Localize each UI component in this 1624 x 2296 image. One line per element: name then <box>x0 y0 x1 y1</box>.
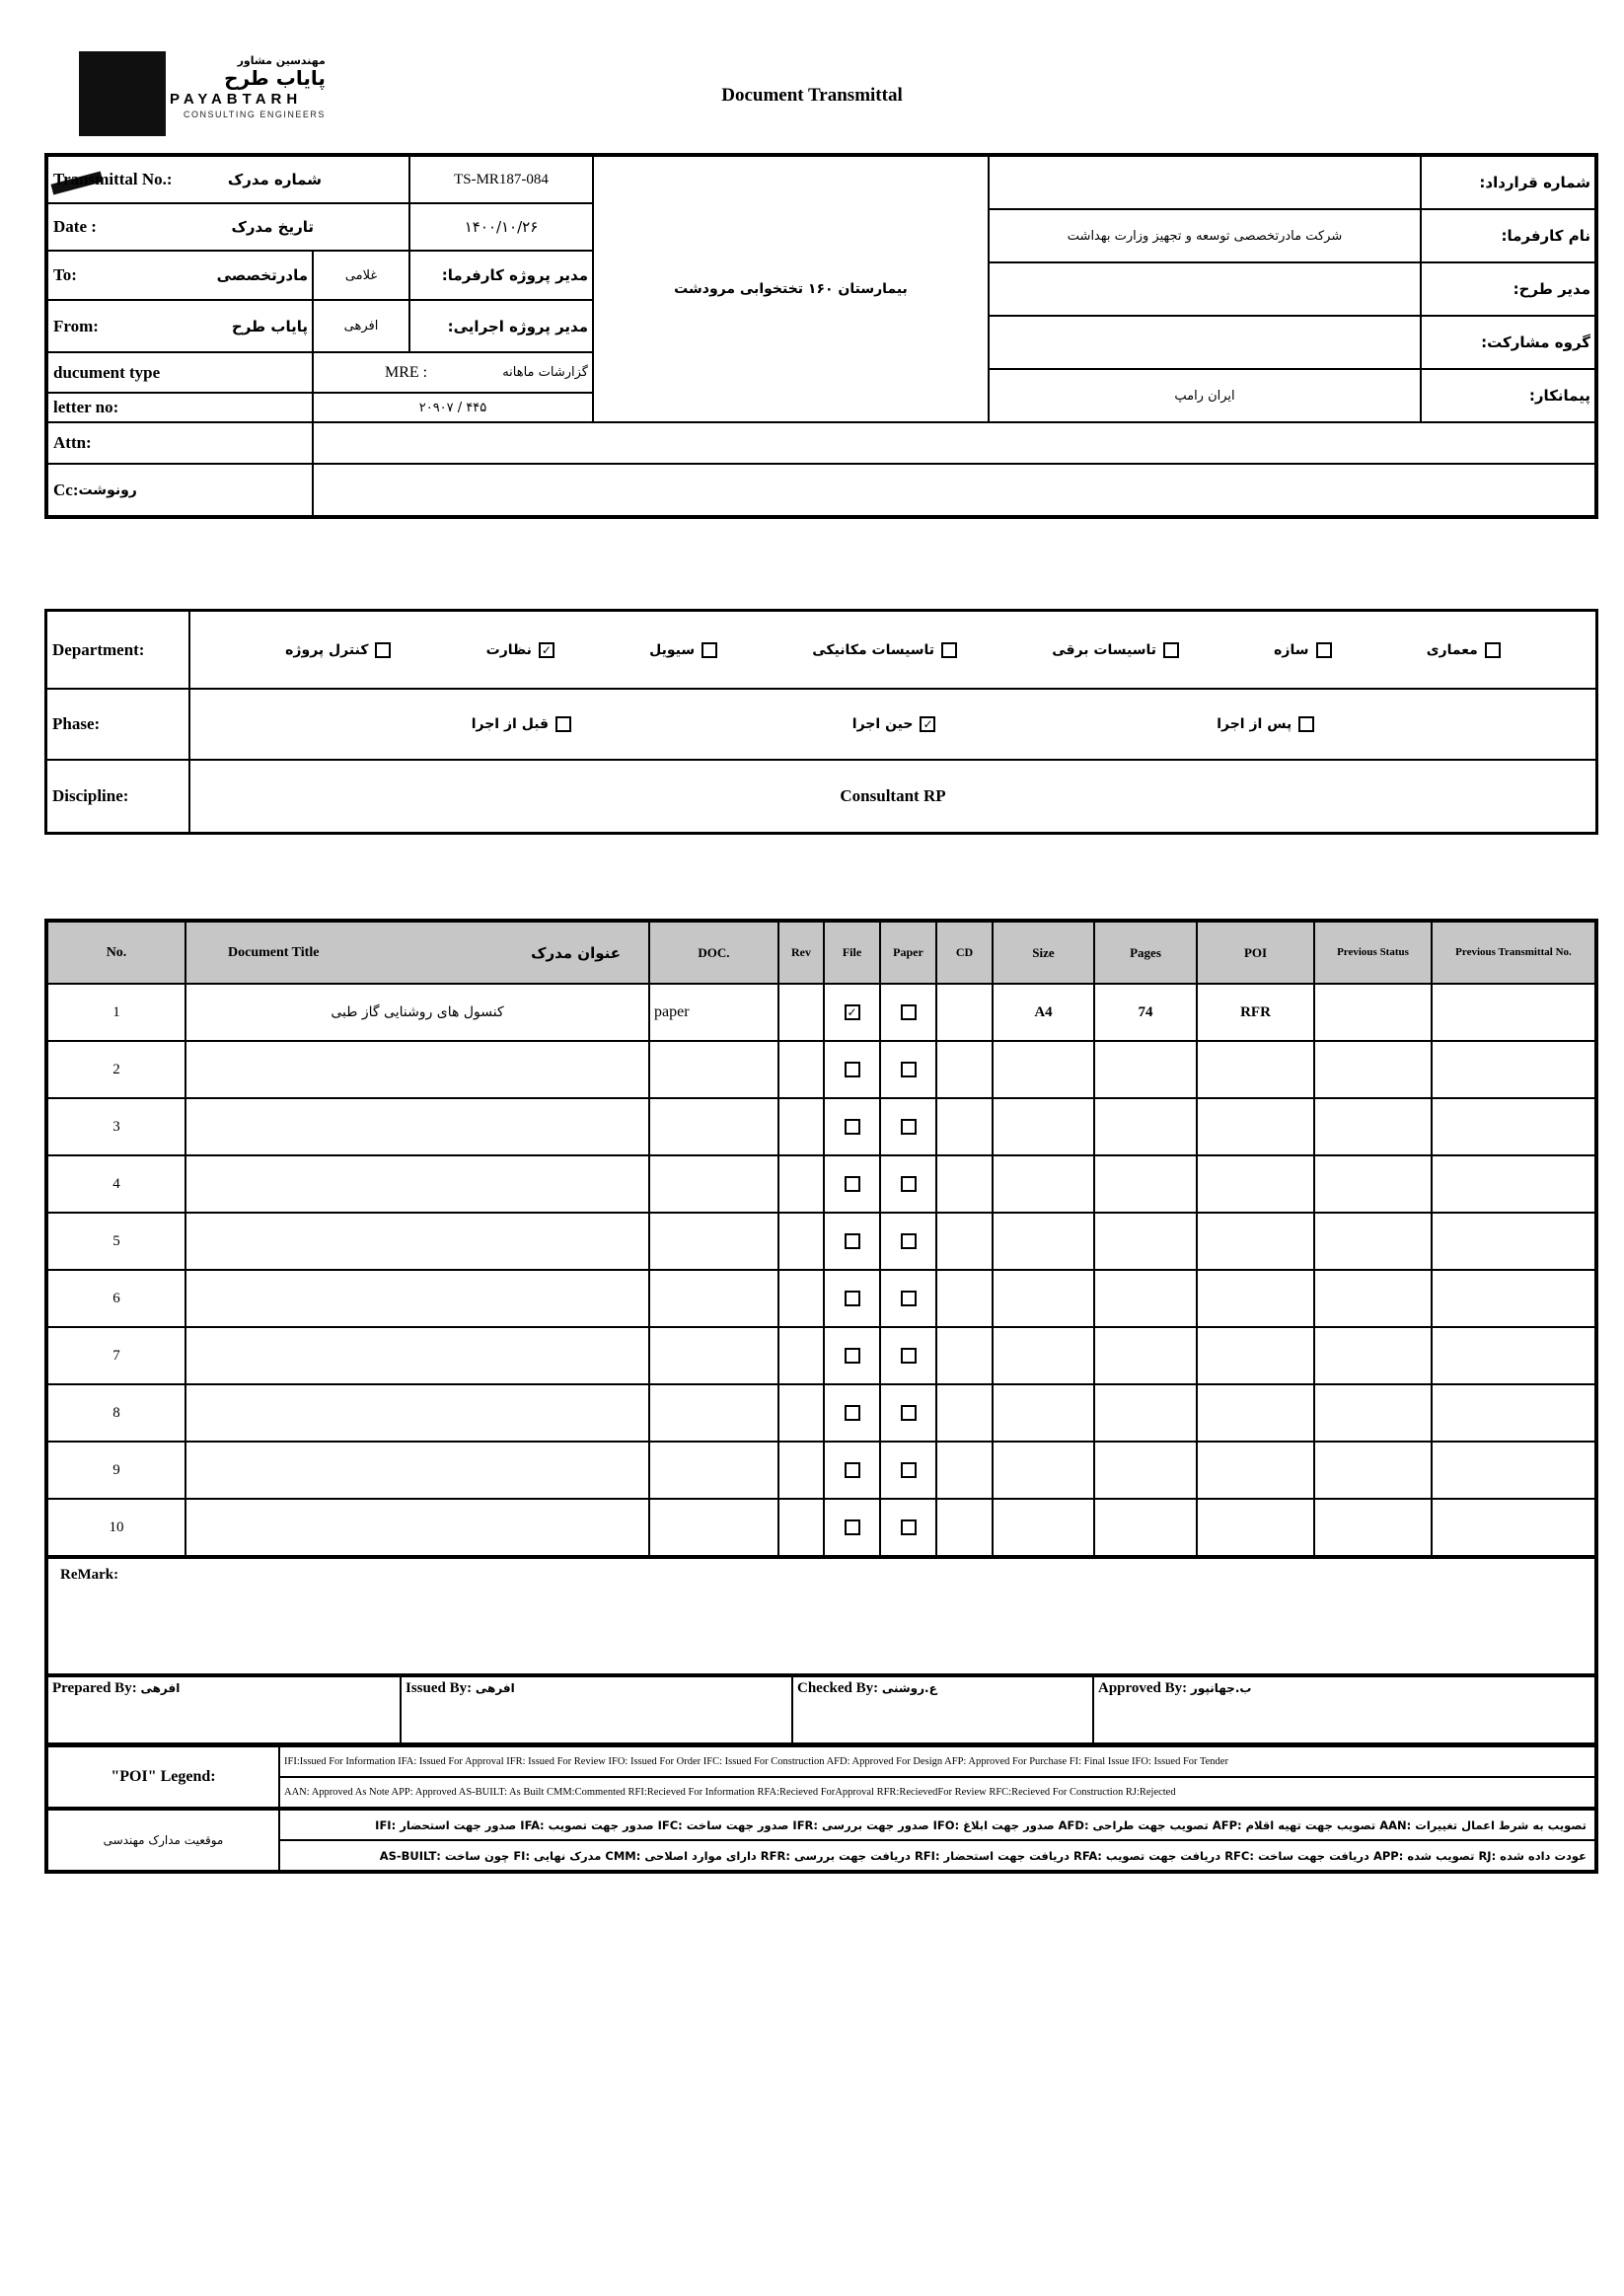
col-header-pages: Pages <box>1094 922 1197 984</box>
discipline-label: Discipline: <box>47 761 190 832</box>
to-label: To: <box>53 265 77 284</box>
letter-no-value: ۴۴۵ / ۲۰۹۰۷ <box>418 400 487 415</box>
file-checkbox[interactable] <box>845 1291 860 1306</box>
row-poi <box>1197 1213 1314 1270</box>
row-rev <box>778 1098 824 1155</box>
row-pages <box>1094 1499 1197 1556</box>
table-row <box>47 1041 1595 1098</box>
row-rev <box>778 1041 824 1098</box>
row-title <box>185 1384 649 1442</box>
file-checkbox[interactable] <box>845 1004 860 1020</box>
transmittal-no-label: Transmittal No.: <box>53 170 173 188</box>
row-doc <box>649 1270 778 1327</box>
department-option-supervision: نظارت ✓ <box>486 642 554 658</box>
department-checkbox[interactable] <box>1163 642 1179 658</box>
prepared-by-label: Prepared By: <box>52 1680 137 1696</box>
row-prev-status <box>1314 1442 1432 1499</box>
row-poi <box>1197 1384 1314 1442</box>
row-title: کنسول های روشنایی گاز طبی <box>185 984 649 1041</box>
row-prev-transmittal <box>1432 1155 1595 1213</box>
logo-company-name: PAYABTARH <box>170 91 303 109</box>
row-cd <box>936 1327 993 1384</box>
row-pages <box>1094 1041 1197 1098</box>
discipline-value: Consultant RP <box>840 786 946 805</box>
row-doc <box>649 1499 778 1556</box>
client-name-label: نام کارفرما: <box>1501 227 1590 245</box>
table-row <box>47 1213 1595 1270</box>
phase-options <box>190 690 1595 759</box>
paper-checkbox[interactable] <box>901 1462 917 1478</box>
issued-by-name: افرهی <box>475 1681 515 1695</box>
poi-legend-fa <box>47 1808 1595 1871</box>
row-prev-transmittal <box>1432 1270 1595 1327</box>
contractor-value: ایران رامپ <box>1174 388 1235 404</box>
department-option-electrical: تاسیسات برقی <box>1052 642 1179 658</box>
row-prev-status <box>1314 1270 1432 1327</box>
row-poi <box>1197 1098 1314 1155</box>
row-no: 8 <box>47 1384 185 1442</box>
row-pages <box>1094 1442 1197 1499</box>
doc-type-label: ducument type <box>53 362 161 382</box>
col-header-prev-status: Previous Status <box>1314 922 1432 984</box>
row-poi <box>1197 1327 1314 1384</box>
to-value: مادرتخصصی <box>216 266 308 284</box>
doc-type-fa: گزارشات ماهانه <box>502 365 588 380</box>
row-pages <box>1094 1213 1197 1270</box>
row-cd <box>936 1098 993 1155</box>
file-checkbox[interactable] <box>845 1519 860 1535</box>
row-pages: 74 <box>1094 984 1197 1041</box>
row-poi <box>1197 1155 1314 1213</box>
col-header-title-en: Document Title <box>228 944 320 960</box>
document-list-table <box>44 919 1598 1874</box>
department-checkbox[interactable] <box>1485 642 1501 658</box>
row-title <box>185 1499 649 1556</box>
poi-legend-line-1: IFI:Issued For Information IFA: Issued For Approval IFR: Issued For Review IFO: Issued For Order IFC: Issued For Construction AFD: Approved For Design AFP: Approved For Purchase FI: Final Issue IFO: Issued For Tender <box>279 1746 1595 1777</box>
paper-checkbox[interactable] <box>901 1291 917 1306</box>
col-header-rev: Rev <box>778 922 824 984</box>
phase-checkbox[interactable] <box>920 716 935 732</box>
row-no: 3 <box>47 1098 185 1155</box>
row-no: 7 <box>47 1327 185 1384</box>
row-prev-status <box>1314 1384 1432 1442</box>
department-option-structure: سازه <box>1274 642 1331 658</box>
issued-by-label: Issued By: <box>406 1680 473 1696</box>
row-doc <box>649 1155 778 1213</box>
row-prev-status <box>1314 1499 1432 1556</box>
row-cd <box>936 984 993 1041</box>
logo-subtitle: CONSULTING ENGINEERS <box>184 109 326 119</box>
cc-label: Cc: <box>53 480 79 499</box>
prepared-by-cell <box>47 1676 401 1743</box>
remark-section: ReMark: <box>47 1556 1595 1674</box>
from-label: From: <box>53 316 99 335</box>
poi-legend-fa-line-1: تصویب به شرط اعمال تغییرات :AAN تصویب جهت تهیه اقلام :AFP تصویب جهت طراحی :AFD صدور جهت ابلاغ :IFO صدور جهت بررسی :IFR صدور جهت ساخت :IFC صدور جهت تصویب :IFA صدور جهت استحضار :IFI <box>279 1810 1595 1840</box>
row-prev-status <box>1314 1155 1432 1213</box>
row-poi <box>1197 1442 1314 1499</box>
row-pages <box>1094 1327 1197 1384</box>
client-name-value: شرکت مادرتخصصی توسعه و تجهیز وزارت بهداشت <box>1067 228 1343 244</box>
row-rev <box>778 1327 824 1384</box>
row-poi <box>1197 1041 1314 1098</box>
paper-checkbox[interactable] <box>901 1119 917 1135</box>
transmittal-info-table <box>44 153 1598 519</box>
cc-label-fa: رونوشت <box>78 481 137 498</box>
phase-option-during: حین اجرا ✓ <box>852 716 936 732</box>
paper-checkbox[interactable] <box>901 1405 917 1421</box>
department-checkbox[interactable] <box>941 642 957 658</box>
col-header-size: Size <box>993 922 1094 984</box>
paper-checkbox[interactable] <box>901 1176 917 1192</box>
row-poi: RFR <box>1197 984 1314 1041</box>
table-row <box>47 984 1595 1041</box>
row-prev-transmittal <box>1432 1041 1595 1098</box>
exec-pm-label: مدیر پروژه اجرایی: <box>447 317 588 335</box>
row-prev-transmittal <box>1432 1442 1595 1499</box>
row-title <box>185 1041 649 1098</box>
row-pages <box>1094 1155 1197 1213</box>
poi-legend-line-2: AAN: Approved As Note APP: Approved AS-BUILT: As Built CMM:Commented RFI:Recieved For Information RFA:Recieved ForApproval RFR:RecievedFor Review RFC:Recieved For Construction RJ:Rejected <box>279 1777 1595 1808</box>
paper-checkbox[interactable] <box>901 1348 917 1364</box>
department-option-civil: سیویل <box>649 642 717 658</box>
file-checkbox[interactable] <box>845 1233 860 1249</box>
row-rev <box>778 1384 824 1442</box>
poi-legend-fa-label: موقعیت مدارک مهندسی <box>47 1810 279 1871</box>
transmittal-no-label-fa: شماره مدرک <box>227 171 322 188</box>
row-doc: paper <box>649 984 778 1041</box>
department-option-mechanical: تاسیسات مکانیکی <box>812 642 957 658</box>
row-prev-status <box>1314 1327 1432 1384</box>
row-poi <box>1197 1499 1314 1556</box>
issued-by-cell <box>401 1676 792 1743</box>
row-doc <box>649 1213 778 1270</box>
row-cd <box>936 1499 993 1556</box>
row-title <box>185 1213 649 1270</box>
row-cd <box>936 1442 993 1499</box>
row-no: 6 <box>47 1270 185 1327</box>
date-label: Date : <box>53 217 97 236</box>
row-cd <box>936 1041 993 1098</box>
logo-fa-line1: مهندسین مشاور <box>237 54 326 67</box>
col-header-file: File <box>824 922 880 984</box>
row-doc <box>649 1442 778 1499</box>
row-cd <box>936 1384 993 1442</box>
partnership-group-label: گروه مشارکت: <box>1481 333 1590 351</box>
checked-by-label: Checked By: <box>797 1680 879 1696</box>
row-size <box>993 1270 1094 1327</box>
poi-legend-fa-line-2: عودت داده شده :RJ تصویب شده :APP دریافت جهت ساخت :RFC دریافت جهت تصویب :RFA دریافت جهت استحضار :RFI دریافت جهت بررسی :RFR دارای موارد اصلاحی :CMM مدرک نهایی :FI چون ساخت :AS-BUILT <box>279 1840 1595 1871</box>
row-no: 4 <box>47 1155 185 1213</box>
row-prev-status <box>1314 1098 1432 1155</box>
table-header-row <box>47 922 1595 984</box>
table-row <box>47 1155 1595 1213</box>
row-no: 1 <box>47 984 185 1041</box>
col-header-doc: DOC. <box>649 922 778 984</box>
row-no: 9 <box>47 1442 185 1499</box>
to-person: غلامی <box>344 267 378 283</box>
date-label-fa: تاریخ مدرک <box>231 218 314 236</box>
row-pages <box>1094 1384 1197 1442</box>
phase-checkbox[interactable] <box>1298 716 1314 732</box>
table-row <box>47 1327 1595 1384</box>
project-name: بیمارستان ۱۶۰ تختخوابی مرودشت <box>674 281 908 297</box>
approved-by-name: ب.جهانپور <box>1190 1681 1252 1695</box>
row-rev <box>778 984 824 1041</box>
col-header-cd: CD <box>936 922 993 984</box>
row-rev <box>778 1213 824 1270</box>
file-checkbox[interactable] <box>845 1348 860 1364</box>
row-size <box>993 1041 1094 1098</box>
col-header-poi: POI <box>1197 922 1314 984</box>
row-size <box>993 1155 1094 1213</box>
row-prev-status <box>1314 1213 1432 1270</box>
checked-by-name: ع.روشنی <box>881 1681 937 1695</box>
from-person: افرهی <box>343 319 379 333</box>
file-checkbox[interactable] <box>845 1405 860 1421</box>
table-row <box>47 1384 1595 1442</box>
row-size <box>993 1213 1094 1270</box>
transmittal-no-value: TS-MR187-084 <box>454 171 549 187</box>
paper-checkbox[interactable] <box>901 1519 917 1535</box>
row-title <box>185 1442 649 1499</box>
paper-checkbox[interactable] <box>901 1062 917 1077</box>
row-doc <box>649 1327 778 1384</box>
col-header-paper: Paper <box>880 922 936 984</box>
department-checkbox[interactable] <box>539 642 554 658</box>
file-checkbox[interactable] <box>845 1062 860 1077</box>
contract-no-label: شماره قرارداد: <box>1479 174 1590 191</box>
row-prev-transmittal <box>1432 984 1595 1041</box>
file-checkbox[interactable] <box>845 1462 860 1478</box>
row-title <box>185 1327 649 1384</box>
department-option-project-control: کنترل پروژه <box>285 642 391 658</box>
row-prev-transmittal <box>1432 1384 1595 1442</box>
poi-legend-label: "POI" Legend: <box>47 1746 279 1808</box>
paper-checkbox[interactable] <box>901 1233 917 1249</box>
row-title <box>185 1098 649 1155</box>
classification-table <box>44 609 1598 835</box>
file-checkbox[interactable] <box>845 1119 860 1135</box>
signature-row <box>47 1674 1595 1743</box>
row-rev <box>778 1270 824 1327</box>
table-row <box>47 1098 1595 1155</box>
phase-option-before: قبل از اجرا <box>472 716 571 732</box>
row-poi <box>1197 1270 1314 1327</box>
row-prev-transmittal <box>1432 1098 1595 1155</box>
row-size <box>993 1442 1094 1499</box>
row-doc <box>649 1098 778 1155</box>
table-row <box>47 1499 1595 1556</box>
table-row <box>47 1442 1595 1499</box>
row-rev <box>778 1499 824 1556</box>
approved-by-label: Approved By: <box>1098 1680 1188 1696</box>
doc-type-code: MRE : <box>385 363 428 381</box>
from-value: پایاب طرح <box>231 317 308 335</box>
row-doc <box>649 1041 778 1098</box>
department-checkbox[interactable] <box>701 642 717 658</box>
prepared-by-name: افرهی <box>140 1681 181 1695</box>
table-row <box>47 1270 1595 1327</box>
col-header-no: No. <box>47 922 185 984</box>
row-cd <box>936 1155 993 1213</box>
row-prev-status <box>1314 1041 1432 1098</box>
logo-fa-line2: پایاب طرح <box>224 66 326 91</box>
row-prev-transmittal <box>1432 1213 1595 1270</box>
col-header-prev-transmittal: Previous Transmittal No. <box>1432 922 1595 984</box>
department-checkbox[interactable] <box>1316 642 1332 658</box>
attn-label: Attn: <box>53 433 92 452</box>
row-rev <box>778 1442 824 1499</box>
contractor-label: پیمانکار: <box>1528 387 1590 405</box>
department-option-architecture: معماری <box>1427 642 1501 658</box>
row-pages <box>1094 1098 1197 1155</box>
department-checkbox[interactable] <box>375 642 391 658</box>
row-no: 5 <box>47 1213 185 1270</box>
phase-checkbox[interactable] <box>555 716 571 732</box>
checked-by-cell <box>792 1676 1093 1743</box>
row-doc <box>649 1384 778 1442</box>
row-no: 10 <box>47 1499 185 1556</box>
file-checkbox[interactable] <box>845 1176 860 1192</box>
row-prev-status <box>1314 984 1432 1041</box>
row-no: 2 <box>47 1041 185 1098</box>
approved-by-cell <box>1093 1676 1595 1743</box>
phase-label: Phase: <box>47 690 190 759</box>
letter-no-label: letter no: <box>53 398 119 416</box>
row-title <box>185 1270 649 1327</box>
department-label: Department: <box>47 612 190 688</box>
row-prev-transmittal <box>1432 1327 1595 1384</box>
date-value: ۱۴۰۰/۱۰/۲۶ <box>464 218 539 236</box>
department-options <box>190 612 1595 688</box>
row-size <box>993 1327 1094 1384</box>
row-size: A4 <box>993 984 1094 1041</box>
client-pm-label: مدیر پروژه کارفرما: <box>441 266 588 284</box>
row-size <box>993 1499 1094 1556</box>
row-size <box>993 1098 1094 1155</box>
row-size <box>993 1384 1094 1442</box>
page-title: Document Transmittal <box>721 85 903 106</box>
row-rev <box>778 1155 824 1213</box>
row-pages <box>1094 1270 1197 1327</box>
row-title <box>185 1155 649 1213</box>
phase-option-after: پس از اجرا <box>1217 716 1314 732</box>
paper-checkbox[interactable] <box>901 1004 917 1020</box>
row-cd <box>936 1213 993 1270</box>
poi-legend-en <box>47 1743 1595 1808</box>
project-director-label: مدیر طرح: <box>1513 280 1590 298</box>
col-header-title-fa: عنوان مدرک <box>531 943 621 962</box>
row-prev-transmittal <box>1432 1499 1595 1556</box>
row-cd <box>936 1270 993 1327</box>
